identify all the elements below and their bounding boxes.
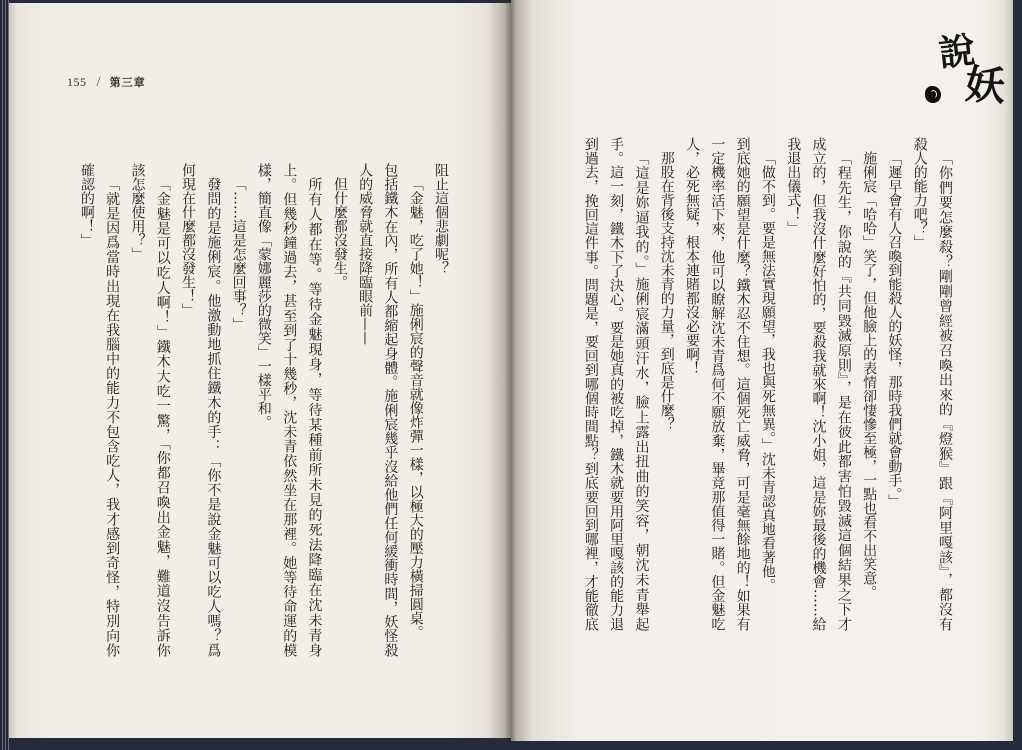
text-column: 施俐宸「哈哈」笑了，但他臉上的表情卻悽慘至極，一點也看不出笑意。 xyxy=(861,151,878,599)
page-stack-edge xyxy=(0,0,9,750)
text-column: 一定機率活下來，他可以瞭解沈未青爲何不願放棄，畢竟那值得一賭。但金魅吃 xyxy=(709,137,726,631)
book-gutter xyxy=(489,0,533,741)
text-column: 確認的啊！」 xyxy=(78,163,95,247)
text-column: 人的威脅就直接降臨眼前—— xyxy=(357,163,374,345)
text-column: 「金魅是可以吃人啊！」鐵木大吃一驚，「你都召喚出金魅，難道沒告訴你 xyxy=(154,177,171,657)
text-column: 「這是妳逼我的。」施俐宸滿頭汗水，臉上露出扭曲的笑容，朝沈未青舉起 xyxy=(633,151,650,631)
header-separator: / xyxy=(96,73,101,90)
text-column: 「做不到。要是無法實現願望，我也與死無異。」沈未青認真地看著他。 xyxy=(759,151,776,592)
text-column: 樣，簡直像「蒙娜麗莎的微笑」一樣平和。 xyxy=(255,163,272,429)
logo-char: 說 xyxy=(936,29,978,75)
logo-char: 妖 xyxy=(963,60,1007,111)
text-column: 手。這一刻，鐵木下了決心。要是她真的被吃掉，鐵木就要用阿里嘎該的能力退 xyxy=(608,137,625,631)
text-column: 到過去，挽回這件事。問題是，要回到哪個時間點？到底要回到哪裡，才能徹底 xyxy=(582,137,599,631)
text-column: 「你們要怎麼殺？剛剛曾經被召喚出來的『燈猴』跟『阿里嘎該』，都沒有 xyxy=(937,151,953,631)
page-number: 155 xyxy=(67,74,87,89)
left-page xyxy=(9,3,511,738)
text-column: 該怎麼使用？」 xyxy=(129,163,146,261)
logo-seal-icon xyxy=(925,86,941,103)
text-column: 上。但幾秒鐘過去，甚至到了十幾秒，沈未青依然坐在那裡。她等待命運的模 xyxy=(281,163,298,657)
right-page xyxy=(511,0,1013,741)
text-column: 所有人都在等。等待金魅現身，等待某種前所未見的死法降臨在沈未青身 xyxy=(306,177,323,657)
text-column: 但什麼都沒發生。 xyxy=(331,177,348,289)
text-column: 阻止這個悲劇呢？ xyxy=(433,163,449,275)
text-column: 發問的是施俐宸。他激動地抓住鐵木的手：「你不是說金魅可以吃人嗎？爲 xyxy=(205,177,222,657)
text-column: 我退出儀式！」 xyxy=(785,137,802,235)
text-column: 「就是因爲當時出現在我腦中的能力不包含吃人，我才感到奇怪，特別向你 xyxy=(104,177,121,657)
text-column: 「金魅，吃了她！」施俐宸的聲音就像炸彈一樣，以極大的壓力橫掃圓桌。 xyxy=(407,177,424,639)
chapter-title: 第三章 xyxy=(109,76,146,89)
right-page-text xyxy=(577,137,957,631)
text-column: 殺人的能力吧？」 xyxy=(911,137,928,249)
text-column: 何現在什麼都沒發生！」 xyxy=(180,163,197,317)
text-column: 到底她的願望是什麼？鐵木忍不住想。這個死亡威脅，可是毫無餘地的！如果有 xyxy=(734,137,751,631)
text-column: 那股在背後支持沈未青的力量，到底是什麼？ xyxy=(658,151,675,431)
text-column: 「程先生，你說的『共同毀滅原則』，是在彼此都害怕毀滅這個結果之下才 xyxy=(835,151,852,631)
text-column: 「遲早會有人召喚到能殺人的妖怪，那時我們就會動手。」 xyxy=(886,151,903,508)
running-header xyxy=(67,73,146,91)
text-column: 人，必死無疑，根本連賭都沒必要啊！ xyxy=(684,137,701,375)
book-logo xyxy=(923,30,1009,114)
text-column: 成立的，但我沒什麼好怕的，要殺我就來啊！沈小姐，這是妳最後的機會……給 xyxy=(810,137,827,631)
text-column: 包括鐵木在內，所有人都縮起身體。施俐宸幾乎沒給他們任何緩衝時間，妖怪殺 xyxy=(382,163,399,657)
text-column: 「……這是怎麼回事？」 xyxy=(230,177,247,331)
left-page-text xyxy=(73,163,453,657)
